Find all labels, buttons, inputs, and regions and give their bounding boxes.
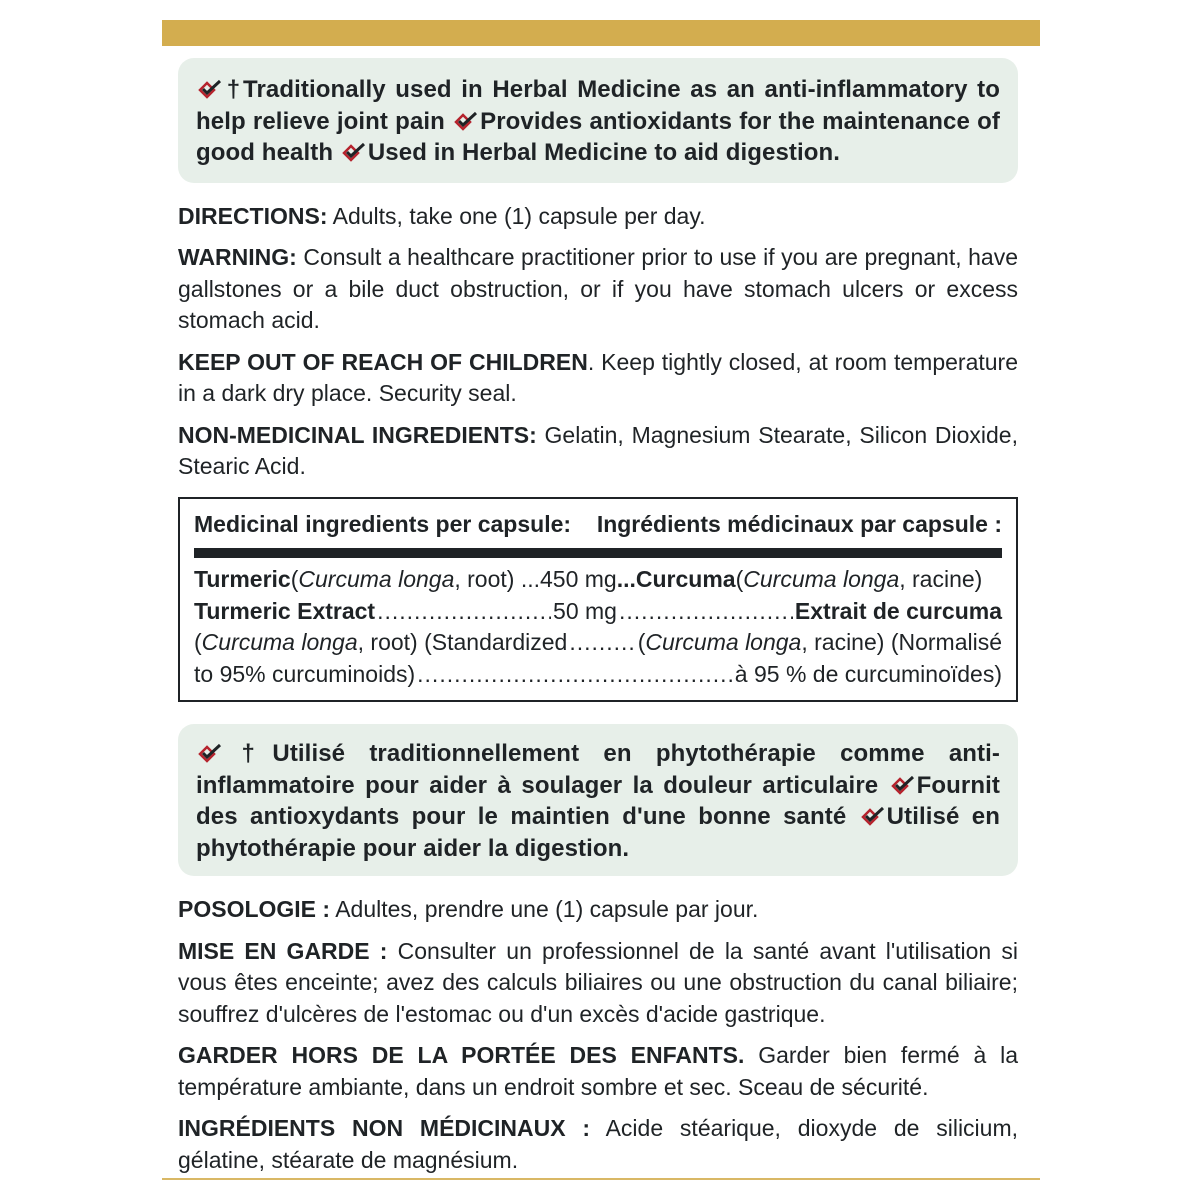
claim-text: †Traditionally used in Herbal Medicine as an anti-inflammatory to help relieve joint pain: [196, 76, 1000, 135]
standardization-en: to 95% curcuminoids): [194, 660, 416, 687]
mise-en-garde-label: MISE EN GARDE :: [178, 937, 388, 964]
claim-text: Utilisé en phytothérapie pour aider la digestion.: [196, 803, 1000, 862]
non-medicinal-text: Gelatin, Magnesium Stearate, Silicon Dioxide, Stearic Acid.: [178, 421, 1018, 479]
claim-text: Used in Herbal Medicine to aid digestion.: [367, 139, 841, 166]
checkmark-heart-icon: [196, 743, 222, 765]
hors-portee-label: GARDER HORS DE LA PORTÉE DES ENFANTS.: [178, 1042, 745, 1068]
posologie-label: POSOLOGIE :: [178, 896, 331, 922]
label-bottom-edge: [162, 1178, 1040, 1180]
dot-leader: [417, 659, 733, 691]
table-header-fr: Ingrédients médicinaux par capsule :: [596, 510, 1002, 537]
latin-name: Curcuma longa: [298, 566, 455, 592]
ingredient-name: Turmeric: [194, 566, 291, 592]
paren: (: [735, 566, 744, 592]
paren: (: [194, 629, 202, 655]
checkmark-heart-icon: [889, 775, 915, 797]
dot-leader: [619, 596, 793, 628]
warning-text: Consult a healthcare practitioner prior to use if you are pregnant, have gallstones or a bile duct obstruction, or if you have stomach ulcers or excess stomach acid.: [178, 244, 1019, 333]
table-row: [194, 659, 1002, 691]
warning-label: WARNING:: [178, 244, 297, 270]
checkmark-heart-icon: [859, 806, 885, 828]
posologie-section: [178, 894, 1018, 926]
non-medicinal-section: [178, 420, 1018, 483]
checkmark-heart-icon: [340, 142, 366, 164]
hors-portee-section: [178, 1040, 1018, 1103]
directions-label: DIRECTIONS:: [178, 202, 328, 229]
french-claims-box: [178, 724, 1018, 876]
mise-en-garde-text: Consulter un professionnel de la santé avant l'utilisation si vous êtes enceinte; avez des calculs biliaires ou une obstruction du canal biliaire; souffrez d'ulcères de l'estomac ou d'un excès d'acide gastrique.: [178, 937, 1018, 1027]
keep-out-section: [178, 347, 1018, 410]
table-header: [194, 509, 1002, 559]
standardization-fr: à 95 % de curcuminoïdes): [734, 660, 1002, 687]
claim-text: Provides antioxidants for the maintenance of good health: [196, 107, 1000, 166]
english-claims-box: [178, 58, 1018, 183]
table-row: [194, 596, 1002, 628]
part-text: , root) ...: [454, 566, 540, 592]
amount: 450 mg: [540, 566, 617, 592]
ingredient-name: Turmeric Extract: [194, 597, 376, 624]
amount: 50 mg: [553, 597, 617, 624]
paren: (: [637, 629, 646, 655]
separator: ...: [616, 566, 636, 592]
mise-en-garde-section: [178, 936, 1018, 1031]
hors-portee-text: Garder bien fermé à la température ambiante, dans un endroit sombre et sec. Sceau de sécurité.: [178, 1042, 1019, 1100]
label-top-band: [162, 20, 1040, 46]
directions-section: [178, 201, 1018, 233]
ingredient-name-fr: Curcuma: [635, 566, 736, 592]
latin-name: Curcuma longa: [201, 629, 358, 655]
latin-name-fr: Curcuma longa: [743, 566, 900, 592]
part-text-fr: , racine) (Normalisé: [801, 629, 1002, 655]
claim-text: †Utilisé traditionnellement en phytothérapie comme anti-inflammatoire pour aider à soulager la douleur articulaire: [196, 740, 1000, 799]
posologie-text: Adultes, prendre une (1) capsule par jour.: [335, 896, 759, 922]
non-medicinaux-text: Acide stéarique, dioxyde de silicium, gélatine, stéarate de magnésium.: [178, 1115, 1018, 1173]
checkmark-heart-icon: [452, 111, 478, 133]
part-text: , root) (Standardized: [357, 629, 568, 655]
ingredient-name-fr: Extrait de curcuma: [794, 597, 1002, 624]
non-medicinaux-section: [178, 1113, 1018, 1176]
checkmark-heart-icon: [196, 79, 222, 101]
keep-out-label: KEEP OUT OF REACH OF CHILDREN: [178, 348, 588, 375]
label-panel: [178, 58, 1018, 1176]
table-row: [194, 564, 1002, 596]
claim-text: Fournit des antioxydants pour le maintien d'une bonne santé: [196, 771, 1000, 830]
dot-leader: [377, 596, 551, 628]
non-medicinaux-label: INGRÉDIENTS NON MÉDICINAUX :: [178, 1115, 591, 1141]
non-medicinal-label: NON-MEDICINAL INGREDIENTS:: [178, 421, 537, 448]
warning-section: [178, 242, 1018, 337]
keep-out-text: . Keep tightly closed, at room temperature in a dark dry place. Security seal.: [178, 348, 1018, 406]
dot-leader: [569, 627, 635, 659]
directions-text: Adults, take one (1) capsule per day.: [332, 202, 706, 229]
latin-name-fr: Curcuma longa: [645, 629, 802, 655]
table-row: [194, 627, 1002, 659]
table-header-en: Medicinal ingredients per capsule:: [194, 510, 572, 537]
part-text-fr: , racine): [899, 566, 983, 592]
medicinal-ingredients-table: [178, 497, 1018, 703]
paren: (: [290, 566, 299, 592]
